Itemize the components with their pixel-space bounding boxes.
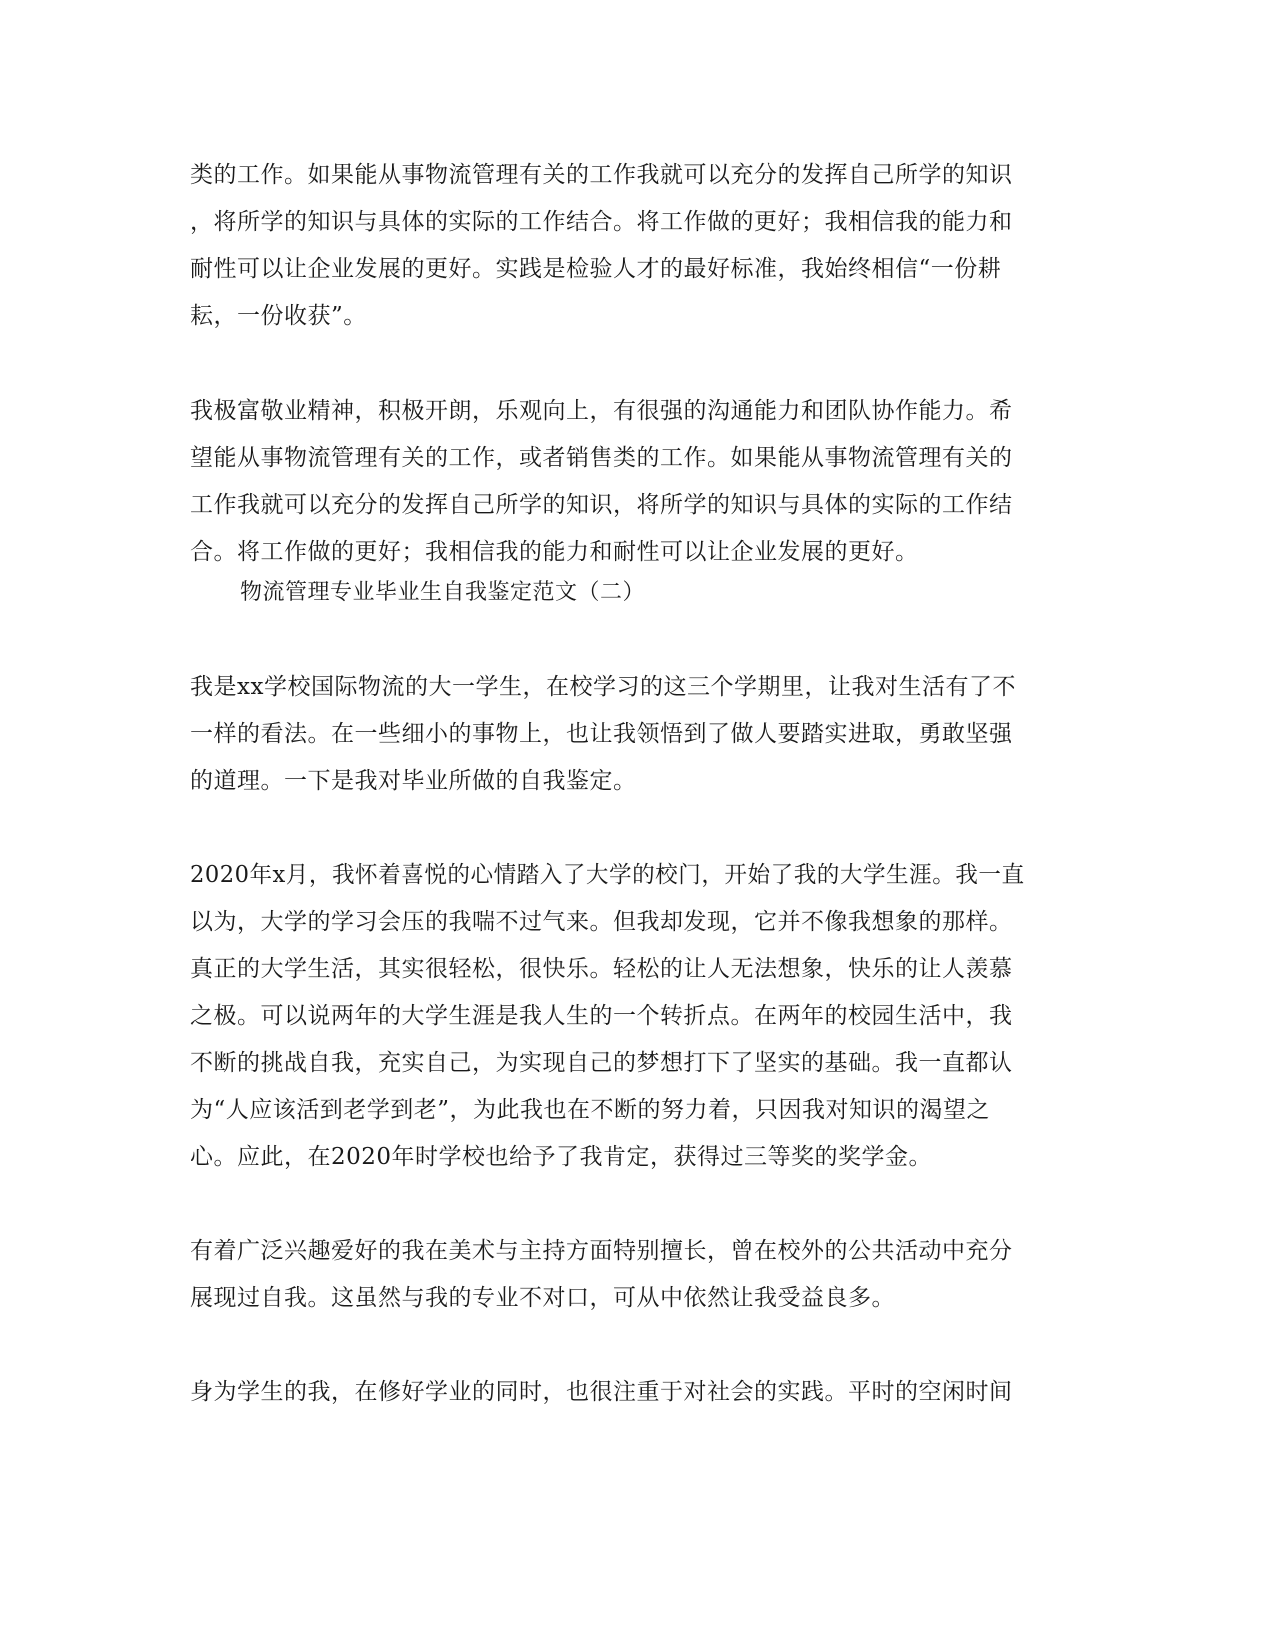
paragraph-2-line-1: 我极富敬业精神，积极开朗，乐观向上，有很强的沟通能力和团队协作能力。希 xyxy=(190,398,1013,424)
paragraph-4-line-4: 之极。可以说两年的大学生涯是我人生的一个转折点。在两年的校园生活中，我 xyxy=(190,1003,1013,1029)
paragraph-4-line-5: 不断的挑战自我，充实自己，为实现自己的梦想打下了坚实的基础。我一直都认 xyxy=(190,1050,1013,1076)
paragraph-1-line-4: 耘，一份收获”。 xyxy=(190,303,367,329)
paragraph-3-line-2: 一样的看法。在一些细小的事物上，也让我领悟到了做人要踏实进取，勇敢坚强 xyxy=(190,721,1013,747)
paragraph-4-line-2: 以为，大学的学习会压的我喘不过气来。但我却发现，它并不像我想象的那样。 xyxy=(190,909,1013,935)
paragraph-4-line-6: 为“人应该活到老学到老”，为此我也在不断的努力着，只因我对知识的渴望之 xyxy=(190,1097,991,1123)
paragraph-3-line-3: 的道理。一下是我对毕业所做的自我鉴定。 xyxy=(190,768,637,794)
paragraph-4-line-3: 真正的大学生活，其实很轻松，很快乐。轻松的让人无法想象，快乐的让人羡慕 xyxy=(190,956,1013,982)
paragraph-2-line-2: 望能从事物流管理有关的工作，或者销售类的工作。如果能从事物流管理有关的 xyxy=(190,445,1013,471)
paragraph-1-line-1: 类的工作。如果能从事物流管理有关的工作我就可以充分的发挥自己所学的知识 xyxy=(190,162,1013,188)
paragraph-4-line-1: 2020年x月，我怀着喜悦的心情踏入了大学的校门，开始了我的大学生涯。我一直 xyxy=(190,862,1025,888)
paragraph-5-line-1: 有着广泛兴趣爱好的我在美术与主持方面特别擅长，曾在校外的公共活动中充分 xyxy=(190,1238,1013,1264)
paragraph-2-line-3: 工作我就可以充分的发挥自己所学的知识，将所学的知识与具体的实际的工作结 xyxy=(190,492,1013,518)
paragraph-1-line-3: 耐性可以让企业发展的更好。实践是检验人才的最好标准，我始终相信“一份耕 xyxy=(190,256,1002,282)
paragraph-2-line-4: 合。将工作做的更好；我相信我的能力和耐性可以让企业发展的更好。 xyxy=(190,539,919,565)
paragraph-4-line-7: 心。应此，在2020年时学校也给予了我肯定，获得过三等奖的奖学金。 xyxy=(190,1144,933,1170)
paragraph-3-line-1: 我是xx学校国际物流的大一学生，在校学习的这三个学期里，让我对生活有了不 xyxy=(190,674,1016,700)
paragraph-6-line-1: 身为学生的我，在修好学业的同时，也很注重于对社会的实践。平时的空闲时间 xyxy=(190,1379,1013,1405)
paragraph-5-line-2: 展现过自我。这虽然与我的专业不对口，可从中依然让我受益良多。 xyxy=(190,1285,895,1311)
section-heading: 物流管理专业毕业生自我鉴定范文（二） xyxy=(240,580,646,605)
paragraph-1-line-2: ，将所学的知识与具体的实际的工作结合。将工作做的更好；我相信我的能力和 xyxy=(190,209,1013,235)
